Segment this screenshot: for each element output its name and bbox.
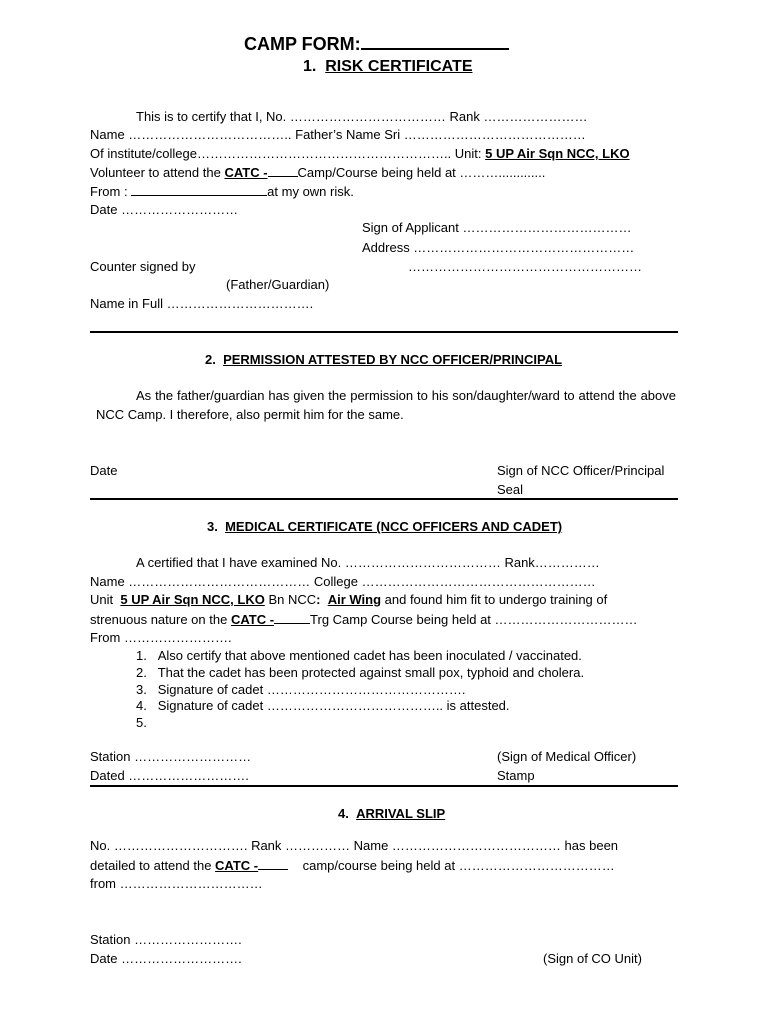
arrival-line-1: No. …………………………. Rank …………… Name ………………………………… has been bbox=[90, 838, 619, 853]
from-blank bbox=[131, 183, 267, 196]
divider-1 bbox=[90, 331, 678, 333]
medical-dated: Dated ………………………. bbox=[90, 768, 249, 783]
bn-ncc-label: Bn NCC bbox=[264, 592, 317, 607]
form-title-text: CAMP FORM: bbox=[244, 34, 361, 54]
item-text: That the cadet has been protected against small pox, typhoid and cholera. bbox=[157, 665, 585, 680]
item-number: 5. bbox=[136, 715, 147, 730]
item-number: 1. bbox=[136, 648, 147, 663]
section-2-title: PERMISSION ATTESTED BY NCC OFFICER/PRINCIPAL bbox=[223, 352, 563, 367]
section-1-heading bbox=[303, 57, 473, 77]
medical-item-2 bbox=[136, 665, 584, 681]
arrival-date: Date ………………………. bbox=[90, 951, 242, 966]
father-guardian-label: (Father/Guardian) bbox=[226, 277, 330, 292]
medical-line-2: Name …………………………………… College ……………………………………………… bbox=[90, 574, 596, 589]
permission-date: Date bbox=[90, 463, 118, 478]
section-3-number: 3. bbox=[207, 519, 218, 534]
risk-line-5 bbox=[90, 183, 354, 200]
fit-training-label: and found him fit to undergo training of bbox=[381, 592, 608, 607]
arrival-catc-value: CATC - bbox=[215, 858, 259, 873]
air-wing-value: Air Wing bbox=[327, 592, 382, 607]
medical-line-3 bbox=[90, 592, 607, 608]
item-text: Also certify that above mentioned cadet has been inoculated / vaccinated. bbox=[157, 648, 582, 663]
section-4-number: 4. bbox=[338, 806, 349, 821]
detailed-label: detailed to attend the bbox=[90, 858, 216, 873]
permission-text: As the father/guardian has given the permission to his son/daughter/ward to attend the above NCC Camp. I therefore, also permit him for the same. bbox=[96, 388, 676, 422]
section-1-number: 1. bbox=[303, 58, 317, 75]
form-title bbox=[244, 30, 509, 55]
from-label: From : bbox=[90, 184, 132, 199]
seal-label: Seal bbox=[497, 482, 524, 497]
applicant-address: Address …………………………………………… bbox=[362, 240, 635, 255]
medical-from: From ……………………. bbox=[90, 630, 232, 645]
medical-item-4 bbox=[136, 698, 510, 714]
medical-unit-value: 5 UP Air Sqn NCC, LKO bbox=[120, 592, 265, 607]
permission-paragraph bbox=[96, 386, 676, 424]
section-1-title: RISK CERTIFICATE bbox=[325, 58, 473, 75]
medical-line-1: A certified that I have examined No. ……………………………… Rank…………… bbox=[136, 555, 600, 570]
medical-item-5 bbox=[136, 715, 158, 731]
item-text: Signature of cadet ………………………………….. is attested. bbox=[157, 698, 510, 713]
institute-label: Of institute/college………………………………………………….. Unit: bbox=[90, 146, 486, 161]
medical-item-1 bbox=[136, 648, 582, 664]
co-unit-sign: (Sign of CO Unit) bbox=[543, 951, 642, 966]
arrival-station: Station ……………………. bbox=[90, 932, 242, 947]
section-3-heading bbox=[207, 519, 562, 535]
medical-catc-blank bbox=[274, 611, 310, 624]
medical-station: Station ……………………… bbox=[90, 749, 252, 764]
stamp-label: Stamp bbox=[497, 768, 535, 783]
applicant-sign: Sign of Applicant ………………………………… bbox=[362, 220, 632, 235]
section-3-title: MEDICAL CERTIFICATE (NCC OFFICERS AND CADET) bbox=[225, 519, 563, 534]
item-number: 3. bbox=[136, 682, 147, 697]
arrival-catc-blank bbox=[258, 857, 288, 870]
volunteer-label: Volunteer to attend the bbox=[90, 165, 225, 180]
unit-label: Unit bbox=[90, 592, 117, 607]
divider-3 bbox=[90, 785, 678, 787]
catc-blank bbox=[268, 164, 298, 177]
divider-2 bbox=[90, 498, 678, 500]
risk-line-4 bbox=[90, 164, 545, 181]
medical-line-4 bbox=[90, 611, 638, 628]
item-number: 2. bbox=[136, 665, 147, 680]
medical-item-3 bbox=[136, 682, 465, 698]
section-2-number: 2. bbox=[205, 352, 216, 367]
section-4-title: ARRIVAL SLIP bbox=[356, 806, 446, 821]
bn-colon: : bbox=[316, 592, 321, 607]
risk-line-2: Name ……………………………….. Father’s Name Sri …………………………………… bbox=[90, 127, 586, 142]
trg-camp-label: Trg Camp Course being held at …………………………… bbox=[310, 612, 638, 627]
unit-value: 5 UP Air Sqn NCC, LKO bbox=[485, 146, 630, 161]
title-blank bbox=[361, 30, 509, 50]
item-number: 4. bbox=[136, 698, 147, 713]
arrival-camp-label: camp/course being held at ……………………………… bbox=[302, 858, 615, 873]
medical-officer-sign: (Sign of Medical Officer) bbox=[497, 749, 637, 764]
section-4-heading bbox=[338, 806, 445, 822]
name-in-full: Name in Full ……………………………. bbox=[90, 296, 314, 311]
camp-course-label: Camp/Course being held at ………............. bbox=[297, 165, 546, 180]
medical-catc-value: CATC - bbox=[230, 612, 275, 627]
section-2-heading bbox=[205, 352, 562, 368]
own-risk-label: at my own risk. bbox=[267, 184, 354, 199]
catc-value: CATC - bbox=[224, 165, 268, 180]
risk-line-1: This is to certify that I, No. ……………………………… Rank …………………… bbox=[136, 109, 588, 124]
risk-date: Date ……………………… bbox=[90, 202, 239, 217]
address-line-2: ……………………………………………… bbox=[408, 259, 642, 274]
strenuous-label: strenuous nature on the bbox=[90, 612, 231, 627]
arrival-line-2 bbox=[90, 857, 615, 874]
risk-line-3 bbox=[90, 146, 630, 162]
arrival-from: from …………………………… bbox=[90, 876, 263, 891]
counter-signed-label: Counter signed by bbox=[90, 259, 196, 274]
item-text: Signature of cadet ………………………………………. bbox=[157, 682, 466, 697]
ncc-officer-sign: Sign of NCC Officer/Principal bbox=[497, 463, 665, 478]
